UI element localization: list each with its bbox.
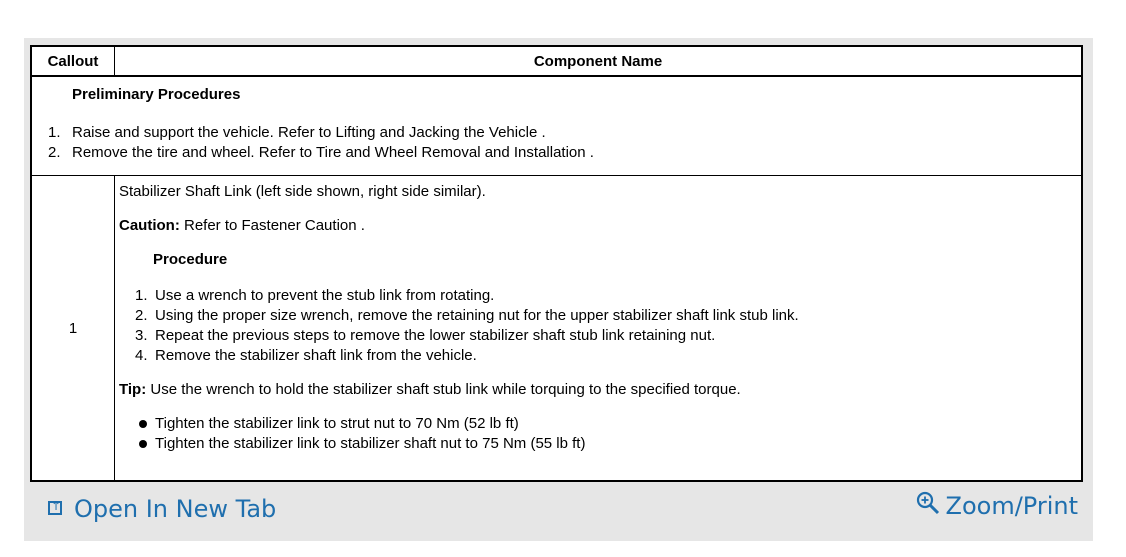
step-number: 3. <box>135 327 148 345</box>
step-number: 1. <box>48 124 61 141</box>
component-name-header: Component Name <box>115 46 1083 76</box>
step-text: Repeat the previous steps to remove the lower stabilizer shaft stub link retaining nut. <box>155 327 716 345</box>
zoom-print-link[interactable] <box>916 492 1078 520</box>
open-new-tab-icon <box>48 501 62 515</box>
caution-note <box>119 216 1081 236</box>
table-row <box>31 176 1082 481</box>
preliminary-cell <box>31 76 1082 176</box>
step-text: Use a wrench to prevent the stub link from rotating. <box>155 287 495 305</box>
step-text: Remove the tire and wheel. Refer to Tire and Wheel Removal and Installation . <box>72 144 594 161</box>
component-title: Stabilizer Shaft Link (left side shown, right side similar). <box>119 183 486 201</box>
tip-note <box>119 380 1081 400</box>
table-header-row <box>31 46 1082 76</box>
step-text: Remove the stabilizer shaft link from the vehicle. <box>155 347 477 365</box>
preliminary-heading: Preliminary Procedures <box>72 86 241 103</box>
preliminary-step <box>48 123 1081 143</box>
callout-header: Callout <box>31 46 115 76</box>
step-number: 1. <box>135 287 148 305</box>
list-item <box>135 326 1081 346</box>
open-in-new-tab-link[interactable] <box>48 495 276 523</box>
procedure-list <box>119 286 1081 366</box>
step-number: 4. <box>135 347 148 365</box>
list-item <box>139 434 1081 454</box>
step-number: 2. <box>135 307 148 325</box>
callout-number: 1 <box>31 176 115 481</box>
bullet-icon <box>139 420 147 428</box>
component-table <box>30 45 1083 482</box>
bullet-icon <box>139 440 147 448</box>
open-in-new-tab-label: Open In New Tab <box>74 495 277 523</box>
bullet-text: Tighten the stabilizer link to stabilizer shaft nut to 75 Nm (55 lb ft) <box>155 435 586 453</box>
preliminary-step <box>48 143 1081 163</box>
list-item <box>135 286 1081 306</box>
torque-list <box>119 414 1081 454</box>
preliminary-row <box>31 76 1082 176</box>
bullet-text: Tighten the stabilizer link to strut nut to 70 Nm (52 lb ft) <box>155 415 519 433</box>
caution-text: Refer to Fastener Caution . <box>179 217 365 235</box>
list-item <box>135 346 1081 366</box>
list-item <box>139 414 1081 434</box>
zoom-print-label: Zoom/Print <box>945 492 1078 520</box>
component-content <box>115 176 1083 481</box>
step-text: Using the proper size wrench, remove the retaining nut for the upper stabilizer shaft link stub link. <box>155 307 799 325</box>
zoom-in-icon <box>916 491 940 515</box>
caution-label: Caution: <box>119 217 180 235</box>
tip-label: Tip: <box>119 381 147 399</box>
tip-text: Use the wrench to hold the stabilizer shaft stub link while torquing to the specified torque. <box>146 381 741 399</box>
procedure-heading: Procedure <box>153 251 228 269</box>
step-text: Raise and support the vehicle. Refer to Lifting and Jacking the Vehicle . <box>72 124 546 141</box>
list-item <box>135 306 1081 326</box>
step-number: 2. <box>48 144 61 161</box>
